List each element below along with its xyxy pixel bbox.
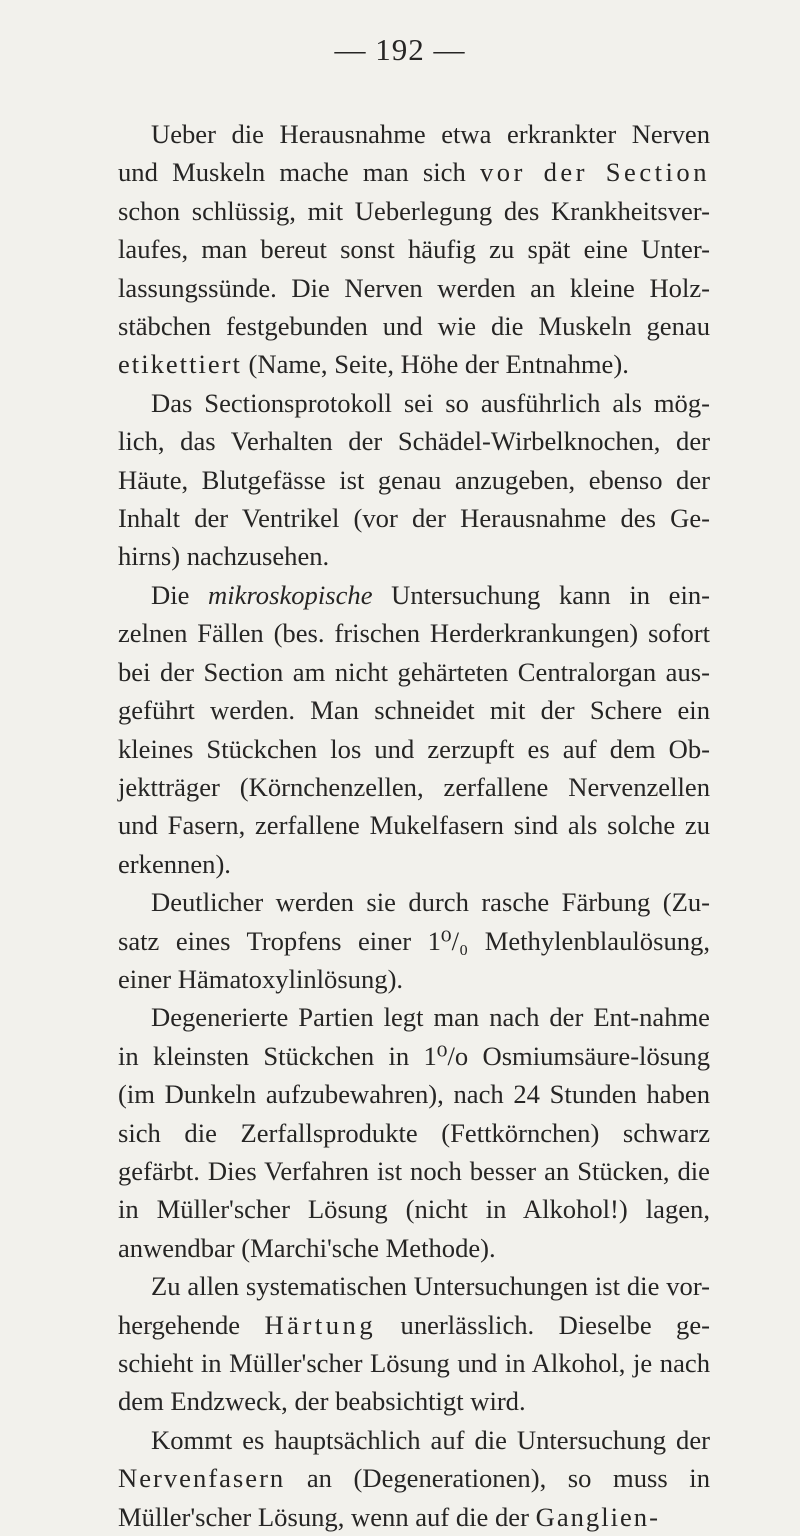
paragraph-7 (118, 1421, 710, 1536)
body-text (118, 115, 710, 1536)
text-run: Zu allen systematischen Untersuchungen ist die vor-hergehende (118, 1271, 710, 1340)
paragraph-6 (118, 1267, 710, 1421)
paragraph-3 (118, 576, 710, 883)
page-number: — 192 — (334, 32, 466, 67)
text-run: an (Degenerationen), so muss in Müller'scher Lösung, wenn auf die der (118, 1463, 710, 1532)
text-run: schon schlüssig, mit Ueberlegung des Krankheitsver-laufes, man bereut sonst häufig zu spät eine Unter-lassungssünde. Die Nerven werden an kleine Holz-stäbchen festgebunden und wie die Muskeln genau (118, 195, 710, 342)
text-run: (Name, Seite, Höhe der Entnahme). (241, 349, 629, 380)
text-run: Untersuchung kann in ein-zelnen Fällen (bes. frischen Herderkrankungen) sofort bei der Section am nicht gehärteten Centralorgan aus-geführt werden. Man schneidet mit der Schere ein kleines Stückchen los und zerzupft es auf dem Ob-jektträger (Körnchenzellen, zerfallene Nervenzellen und Fasern, zerfallene Mukelfasern sind als solche zu erkennen). (118, 579, 710, 879)
spaced-emphasis: Ganglien- (535, 1501, 660, 1532)
text-run: Die (151, 579, 209, 610)
spaced-emphasis: etikettiert (118, 349, 242, 380)
italic-emphasis: mikroskopische (208, 579, 373, 610)
text-run: Ueber die Herausnahme etwa erkrankter Nerven und Muskeln mache man sich (118, 119, 710, 188)
paragraph-5: Degenerierte Partien legt man nach der Ent-nahme in kleinsten Stückchen in 1⁰/o Osmiumsäure-lösung (im Dunkeln aufzubewahren), nach 24 Stunden haben sich die Zerfallsprodukte (Fettkörnchen) schwarz gefärbt. Dies Verfahren ist noch besser an Stücken, die in Müller'scher Lösung (nicht in Alkohol!) lagen, anwendbar (Marchi'sche Methode). (118, 1002, 710, 1263)
text-run: Kommt es hauptsächlich auf die Untersuchung der (151, 1424, 710, 1455)
paragraph-4: Deutlicher werden sie durch rasche Färbung (Zu-satz eines Tropfens einer 1⁰/₀ Methylenblaulösung, einer Hämatoxylinlösung). (118, 887, 710, 994)
spaced-emphasis: Nervenfasern (118, 1463, 286, 1494)
spaced-emphasis: vor der Section (479, 157, 710, 188)
text-run: unerlässlich. Dieselbe ge-schieht in Müller'scher Lösung und in Alkohol, je nach dem Endzweck, der beabsichtigt wird. (118, 1309, 710, 1417)
spaced-emphasis: Härtung (264, 1309, 377, 1340)
paragraph-1 (118, 115, 710, 384)
paragraph-2: Das Sectionsprotokoll sei so ausführlich als mög-lich, das Verhalten der Schädel-Wirbelknochen, der Häute, Blutgefässe ist genau anzugeben, ebenso der Inhalt der Ventrikel (vor der Herausnahme des Ge-hirns) nachzusehen. (118, 387, 710, 572)
